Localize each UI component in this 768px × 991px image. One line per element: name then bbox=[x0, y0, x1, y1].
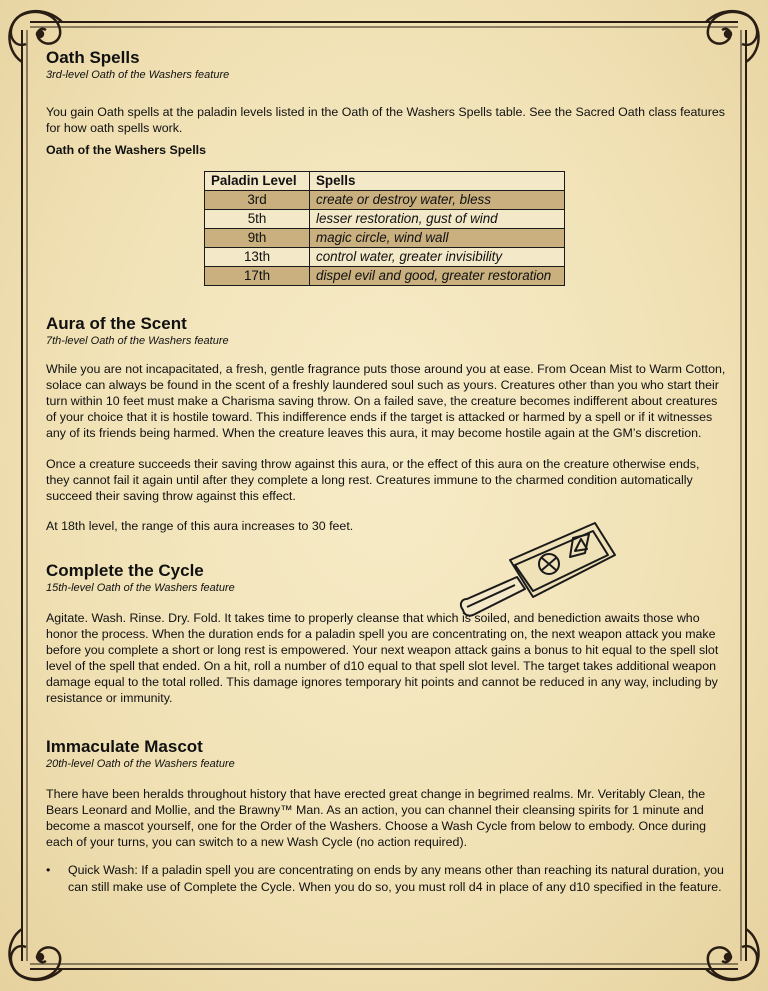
cycle-subtitle: 15th-level Oath of the Washers feature bbox=[46, 582, 235, 594]
table-row bbox=[205, 248, 565, 267]
table-cell-level: 5th bbox=[205, 210, 310, 229]
list-item bbox=[46, 862, 726, 896]
bullet-icon: • bbox=[46, 863, 51, 877]
oath-spells-body: You gain Oath spells at the paladin levels listed in the Oath of the Washers Spells table. See the Sacred Oath class features for how oath spells work. bbox=[46, 105, 725, 135]
cycle-title: Complete the Cycle bbox=[46, 561, 204, 580]
table-row bbox=[205, 210, 565, 229]
mascot-subtitle: 20th-level Oath of the Washers feature bbox=[46, 758, 235, 770]
table-cell-spells: control water, greater invisibility bbox=[310, 248, 565, 267]
spells-table-title: Oath of the Washers Spells bbox=[46, 143, 206, 157]
oath-spells-table bbox=[204, 171, 565, 286]
table-header-level: Paladin Level bbox=[205, 172, 310, 191]
table-row bbox=[205, 229, 565, 248]
oath-spells-title: Oath Spells bbox=[46, 48, 140, 67]
table-cell-spells: magic circle, wind wall bbox=[310, 229, 565, 248]
page-content bbox=[46, 48, 726, 896]
aura-paragraph-1: While you are not incapacitated, a fresh, gentle fragrance puts those around you at ease. From Ocean Mist to Warm Cotton, solace can always be found in the scent of a freshly laundered soul such as yours. Creatures other than you who start their turn within 10 feet must make a Charisma saving throw. On a failed save, the creature becomes indifferent about creatures of your choice that it is hostile toward. This indifference ends if the target is attacked or harmed by a spell or if it witnesses any of its friends being harmed. When the creature leaves this aura, it may become hostile again at the GM’s discretion. bbox=[46, 362, 726, 440]
table-cell-spells: lesser restoration, gust of wind bbox=[310, 210, 565, 229]
laundry-token-illustration-icon bbox=[455, 515, 635, 625]
cycle-body: Agitate. Wash. Rinse. Dry. Fold. It takes time to properly cleanse that which is soiled, and benediction awaits those who honor the process. When the duration ends for a paladin spell you are concentrating on, the next weapon attack you make before you complete a short or long rest is empowered. Your next weapon attack gains a bonus to hit equal to the spell slot level of the spell that ended. On a hit, roll a number of d10 equal to that spell slot level. The target takes additional weapon damage equal to the total rolled. This damage ignores temporary hit points and cannot be reduced in any way, including by resistance or immunity. bbox=[46, 611, 719, 705]
wash-cycle-list bbox=[46, 862, 726, 896]
table-cell-spells: dispel evil and good, greater restoration bbox=[310, 267, 565, 286]
list-item-text: Quick Wash: If a paladin spell you are concentrating on ends by any means other than reaching its natural duration, you can still make use of Complete the Cycle. When you do so, you must roll d4 in place of any d10 specified in the feature. bbox=[68, 863, 724, 894]
aura-subtitle: 7th-level Oath of the Washers feature bbox=[46, 335, 229, 347]
aura-paragraph-2: Once a creature succeeds their saving throw against this aura, or the effect of this aura on the creature otherwise ends, they cannot fail it again until after they complete a long rest. Creatures immune to the charmed condition automatically succeed their saving throw against this effect. bbox=[46, 457, 700, 503]
mascot-title: Immaculate Mascot bbox=[46, 737, 203, 756]
table-cell-level: 3rd bbox=[205, 191, 310, 210]
aura-title: Aura of the Scent bbox=[46, 314, 187, 333]
table-cell-level: 17th bbox=[205, 267, 310, 286]
mascot-body: There have been heralds throughout history that have erected great change in begrimed realms. Mr. Veritably Clean, the Bears Leonard and Mollie, and the Brawny™ Man. As an action, you can channel their cleansing spirits for 1 minute and become a mascot yourself, one for the Order of the Washers. Choose a Wash Cycle from below to embody. Once during each of your turns, you can switch to a new Wash Cycle (no action required). bbox=[46, 787, 706, 849]
aura-paragraph-3: At 18th level, the range of this aura increases to 30 feet. bbox=[46, 519, 354, 533]
corner-flourish-bottom-right bbox=[706, 929, 759, 980]
table-row bbox=[205, 267, 565, 286]
table-row bbox=[205, 191, 565, 210]
table-cell-level: 13th bbox=[205, 248, 310, 267]
table-header-spells: Spells bbox=[310, 172, 565, 191]
table-cell-level: 9th bbox=[205, 229, 310, 248]
corner-flourish-bottom-left bbox=[9, 929, 62, 980]
table-cell-spells: create or destroy water, bless bbox=[310, 191, 565, 210]
oath-spells-subtitle: 3rd-level Oath of the Washers feature bbox=[46, 69, 230, 81]
